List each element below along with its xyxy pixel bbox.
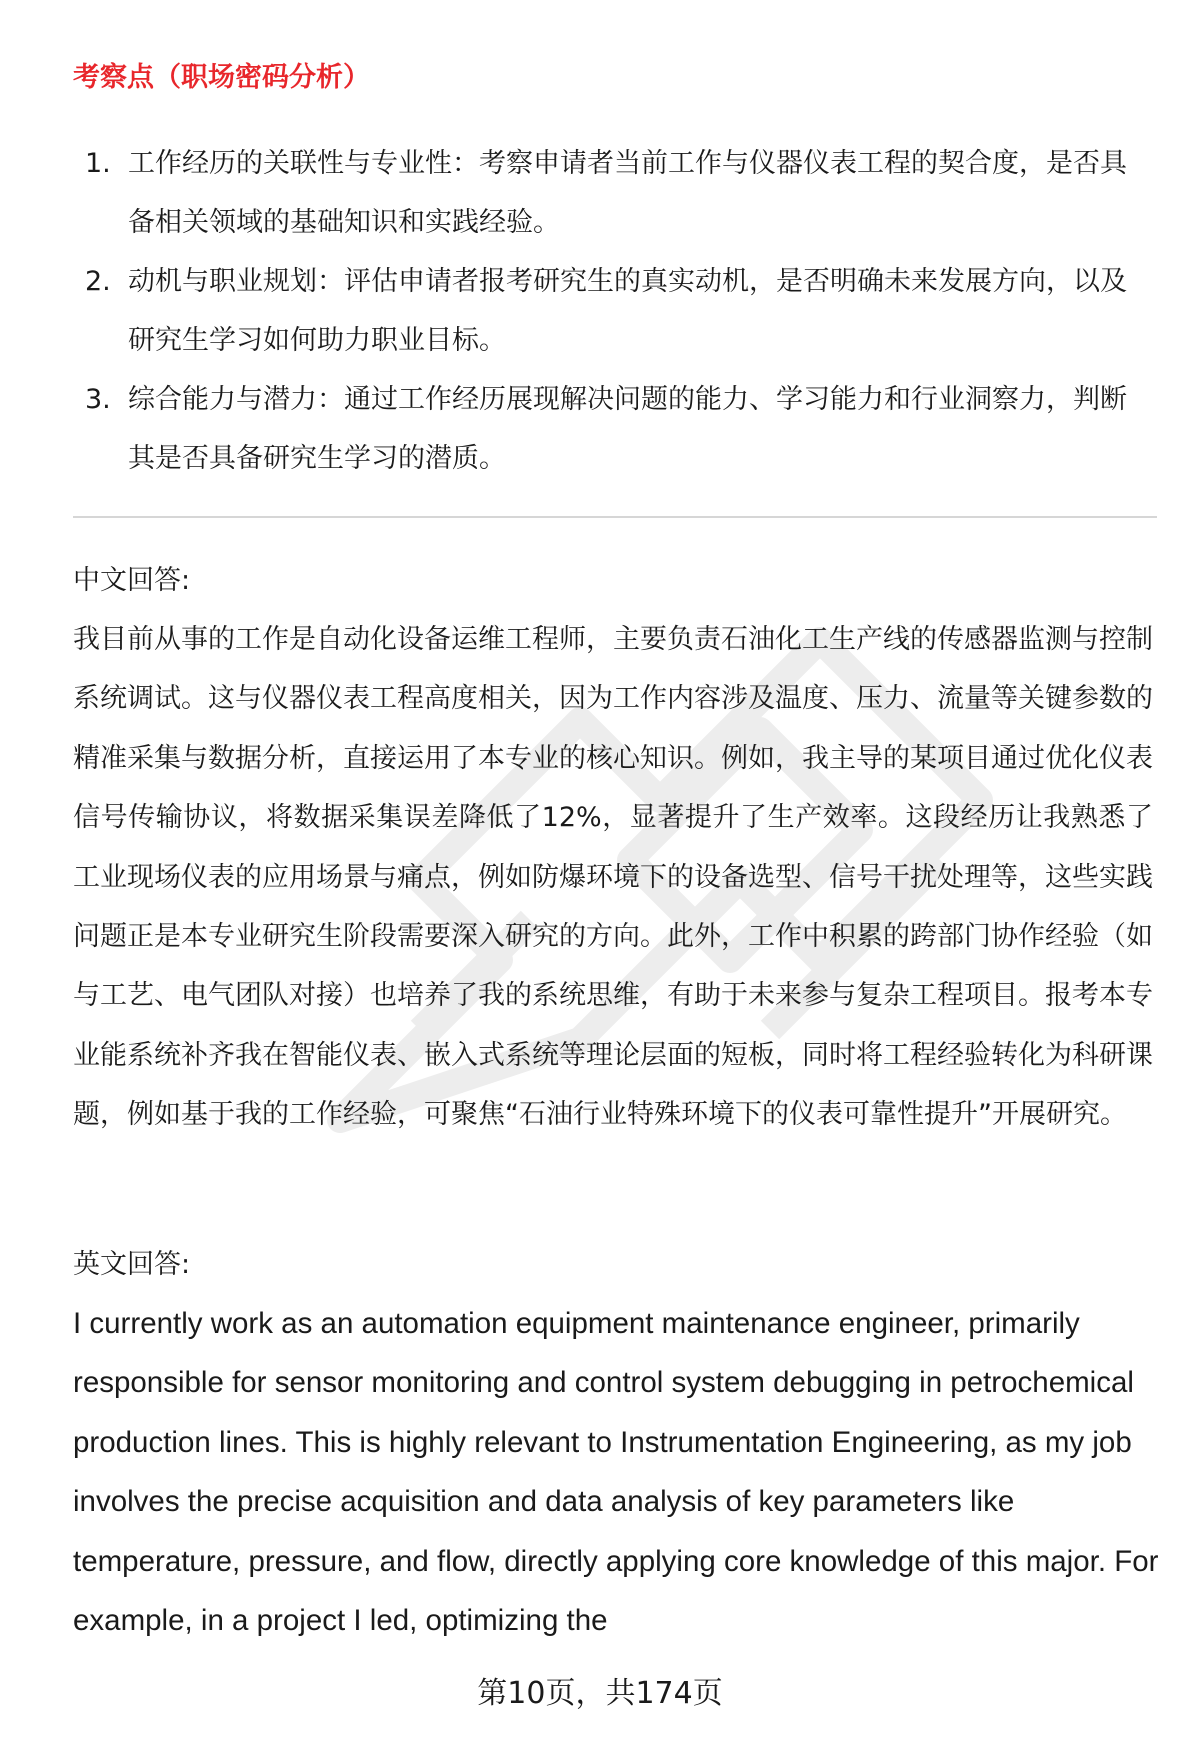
list-item-text: 综合能力与潜力：通过工作经历展现解决问题的能力、学习能力和行业洞察力，判断其是否具备研究生学习的潜质。: [128, 384, 1127, 474]
list-item-text: 工作经历的关联性与专业性：考察申请者当前工作与仪器仪表工程的契合度，是否具备相关领域的基础知识和实践经验。: [128, 148, 1127, 238]
list-item-number: 2.: [85, 266, 111, 297]
chinese-answer-label: 中文回答:: [73, 565, 191, 596]
page-number-footer: 第10页，共174页: [477, 1676, 723, 1711]
list-item: [73, 134, 1133, 252]
english-answer-label: 英文回答:: [73, 1249, 191, 1280]
list-item-number: 1.: [85, 148, 111, 179]
assessment-points-list: [73, 134, 1133, 488]
section-divider: [73, 516, 1157, 518]
list-item: [73, 252, 1133, 370]
section-heading: 考察点（职场密码分析）: [73, 62, 370, 93]
list-item-number: 3.: [85, 384, 111, 415]
chinese-answer-body: 我目前从事的工作是自动化设备运维工程师，主要负责石油化工生产线的传感器监测与控制系统调试。这与仪器仪表工程高度相关，因为工作内容涉及温度、压力、流量等关键参数的精准采集与数据分析，直接运用了本专业的核心知识。例如，我主导的某项目通过优化仪表信号传输协议，将数据采集误差降低了12%，显著提升了生产效率。这段经历让我熟悉了工业现场仪表的应用场景与痛点，例如防爆环境下的设备选型、信号干扰处理等，这些实践问题正是本专业研究生阶段需要深入研究的方向。此外，工作中积累的跨部门协作经验（如与工艺、电气团队对接）也培养了我的系统思维，有助于未来参与复杂工程项目。报考本专业能系统补齐我在智能仪表、嵌入式系统等理论层面的短板，同时将工程经验转化为科研课题，例如基于我的工作经验，可聚焦“石油行业特殊环境下的仪表可靠性提升”开展研究。: [73, 624, 1153, 1131]
list-item-text: 动机与职业规划：评估申请者报考研究生的真实动机，是否明确未来发展方向，以及研究生学习如何助力职业目标。: [128, 266, 1127, 356]
english-answer-body: I currently work as an automation equipment maintenance engineer, primarily responsible for sensor monitoring and control system debugging in petrochemical production lines. This is highly relevant to Instrumentation Engineering, as my job involves the precise acquisition and data analysis of key parameters like temperature, pressure, and flow, directly applying core knowledge of this major. For example, in a project I led, optimizing the: [73, 1307, 1159, 1638]
list-item: [73, 370, 1133, 488]
